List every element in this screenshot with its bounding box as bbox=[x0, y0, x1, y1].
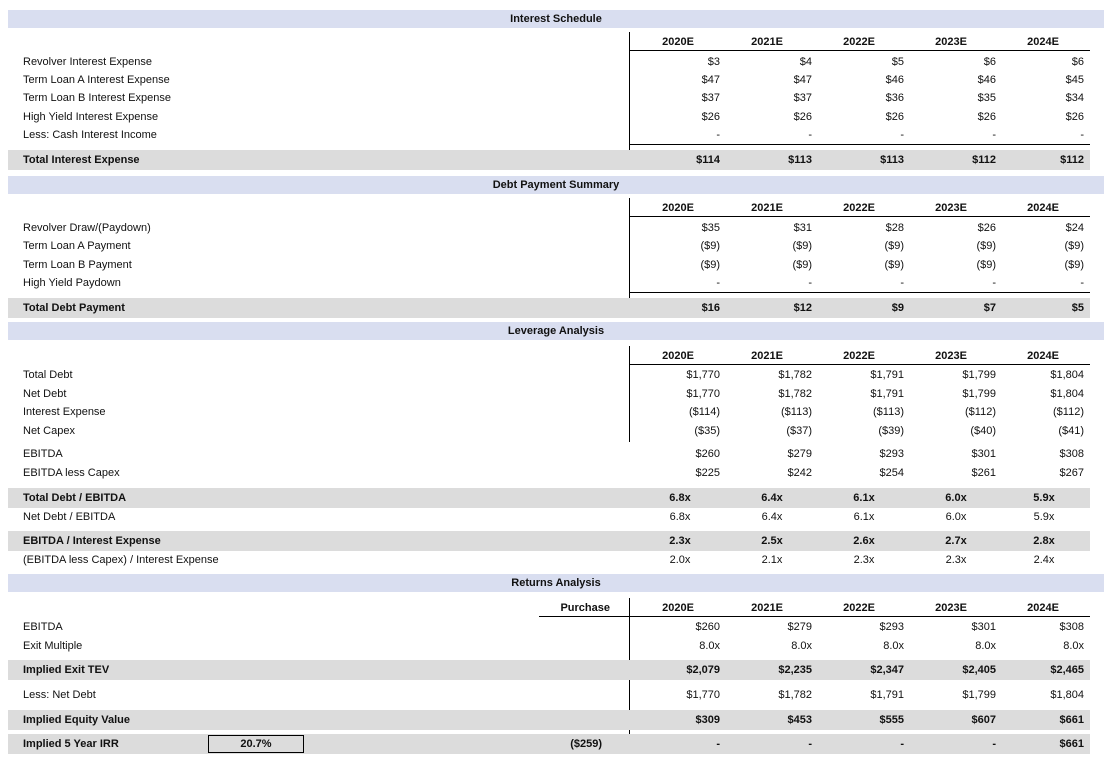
cell: - bbox=[992, 277, 996, 289]
cell: $36 bbox=[885, 92, 904, 104]
cell: - bbox=[716, 277, 720, 289]
row-label: Net Debt / EBITDA bbox=[23, 511, 116, 523]
cell: 2.3x bbox=[853, 554, 875, 566]
year-header: 2023E bbox=[935, 36, 967, 48]
row-label: Interest Expense bbox=[23, 406, 106, 418]
cell: 6.0x bbox=[945, 511, 967, 523]
year-header: 2024E bbox=[1027, 350, 1059, 362]
cell: 8.0x bbox=[699, 640, 720, 652]
row-label: High Yield Interest Expense bbox=[23, 111, 159, 123]
cell: $37 bbox=[701, 92, 720, 104]
year-header: 2024E bbox=[1027, 602, 1059, 614]
row-label: Implied Equity Value bbox=[23, 714, 130, 726]
cell: ($112) bbox=[965, 406, 996, 418]
interest-schedule-header: Interest Schedule bbox=[8, 10, 1104, 28]
cell: $24 bbox=[1065, 222, 1084, 234]
row-label: Total Interest Expense bbox=[23, 154, 140, 166]
cell: 8.0x bbox=[883, 640, 904, 652]
cell: $2,079 bbox=[686, 664, 720, 676]
year-header: 2023E bbox=[935, 602, 967, 614]
header-rule bbox=[629, 364, 1090, 365]
cell: - bbox=[1080, 277, 1084, 289]
cell: $1,804 bbox=[1050, 388, 1084, 400]
year-header: 2021E bbox=[751, 350, 783, 362]
returns-year-header bbox=[8, 600, 1090, 616]
cell: $34 bbox=[1065, 92, 1084, 104]
cell: 2.6x bbox=[853, 535, 875, 547]
net-debt-row bbox=[8, 385, 1090, 403]
cell: ($9) bbox=[884, 240, 904, 252]
row-label: Total Debt Payment bbox=[23, 302, 125, 314]
row-label: Revolver Interest Expense bbox=[23, 56, 153, 68]
cell: $26 bbox=[977, 222, 996, 234]
cell: $1,782 bbox=[778, 689, 812, 701]
cell: $453 bbox=[787, 714, 812, 726]
cell: $1,791 bbox=[870, 369, 904, 381]
cell: 2.5x bbox=[761, 535, 783, 547]
year-header: 2022E bbox=[843, 350, 875, 362]
cell: $45 bbox=[1065, 74, 1084, 86]
cell: $1,804 bbox=[1050, 689, 1084, 701]
row-label: Term Loan A Payment bbox=[23, 240, 131, 252]
cell: $35 bbox=[701, 222, 720, 234]
irr-value-box[interactable]: 20.7% bbox=[208, 735, 304, 753]
total-debt-payment-row bbox=[8, 298, 1090, 318]
debt-payment-header: Debt Payment Summary bbox=[8, 176, 1104, 194]
row-label: EBITDA bbox=[23, 621, 63, 633]
cell: ($9) bbox=[700, 259, 720, 271]
cell: $26 bbox=[885, 111, 904, 123]
cell: $6 bbox=[1071, 56, 1084, 68]
year-header: 2024E bbox=[1027, 202, 1059, 214]
year-header: 2022E bbox=[843, 36, 875, 48]
cell: $3 bbox=[707, 56, 720, 68]
cell: $555 bbox=[879, 714, 904, 726]
cell: $28 bbox=[885, 222, 904, 234]
cell: - bbox=[900, 129, 904, 141]
cell: $35 bbox=[977, 92, 996, 104]
cell: $113 bbox=[788, 154, 812, 166]
cell: 2.3x bbox=[945, 554, 967, 566]
cell: ($35) bbox=[694, 425, 720, 437]
cell: 2.0x bbox=[669, 554, 691, 566]
cell: - bbox=[992, 129, 996, 141]
row-label: Total Debt / EBITDA bbox=[23, 492, 127, 504]
revolver-interest-row bbox=[8, 53, 1090, 71]
cell: 5.9x bbox=[1033, 511, 1055, 523]
cell: ($112) bbox=[1053, 406, 1084, 418]
cell: 6.8x bbox=[669, 492, 691, 504]
term-loan-a-payment-row bbox=[8, 237, 1090, 255]
year-header: 2021E bbox=[751, 36, 783, 48]
cell: $37 bbox=[793, 92, 812, 104]
less-net-debt-row bbox=[8, 686, 1090, 704]
row-label: Exit Multiple bbox=[23, 640, 83, 652]
purchase-header: Purchase bbox=[560, 602, 610, 614]
cell: $254 bbox=[879, 467, 904, 479]
cell: ($9) bbox=[976, 240, 996, 252]
header-rule bbox=[539, 616, 1090, 617]
row-label: Net Capex bbox=[23, 425, 75, 437]
cell: $47 bbox=[793, 74, 812, 86]
term-loan-b-interest-row bbox=[8, 89, 1090, 107]
row-label: EBITDA less Capex bbox=[23, 467, 120, 479]
cell: $1,791 bbox=[870, 689, 904, 701]
year-header: 2021E bbox=[751, 202, 783, 214]
cell: $661 bbox=[1059, 738, 1084, 750]
cell: $2,465 bbox=[1050, 664, 1084, 676]
subtotal-rule bbox=[630, 144, 1090, 145]
cell: 5.9x bbox=[1033, 492, 1055, 504]
leverage-year-header bbox=[8, 348, 1090, 364]
interest-expense-row bbox=[8, 403, 1090, 421]
year-header: 2020E bbox=[662, 202, 694, 214]
cell: ($9) bbox=[792, 240, 812, 252]
cell: ($40) bbox=[970, 425, 996, 437]
cell: 2.7x bbox=[945, 535, 967, 547]
cell: $26 bbox=[1065, 111, 1084, 123]
cell: - bbox=[900, 277, 904, 289]
cell: ($39) bbox=[878, 425, 904, 437]
cell: $267 bbox=[1059, 467, 1084, 479]
cell: 6.1x bbox=[853, 492, 875, 504]
cell: $114 bbox=[696, 154, 720, 166]
interest-year-header bbox=[8, 34, 1090, 50]
debt-year-header bbox=[8, 200, 1090, 216]
cell: $301 bbox=[971, 621, 996, 633]
cell: $242 bbox=[787, 467, 812, 479]
year-header: 2022E bbox=[843, 202, 875, 214]
cell: $26 bbox=[977, 111, 996, 123]
cell: ($9) bbox=[700, 240, 720, 252]
row-label: EBITDA / Interest Expense bbox=[23, 535, 161, 547]
cell: 6.1x bbox=[853, 511, 875, 523]
total-debt-ebitda-row bbox=[8, 488, 1090, 508]
cell: $1,782 bbox=[778, 388, 812, 400]
year-header: 2020E bbox=[662, 602, 694, 614]
cell: $1,782 bbox=[778, 369, 812, 381]
cell: 2.8x bbox=[1033, 535, 1055, 547]
row-label: Term Loan A Interest Expense bbox=[23, 74, 170, 86]
row-label: (EBITDA less Capex) / Interest Expense bbox=[23, 554, 219, 566]
cell: 6.4x bbox=[761, 511, 783, 523]
cell: 6.4x bbox=[761, 492, 783, 504]
cell: 8.0x bbox=[791, 640, 812, 652]
cell: $607 bbox=[971, 714, 996, 726]
implied-equity-value-row bbox=[8, 710, 1090, 730]
year-header: 2022E bbox=[843, 602, 875, 614]
cell: $279 bbox=[787, 621, 812, 633]
cell: - bbox=[808, 738, 812, 750]
cell: $308 bbox=[1059, 448, 1084, 460]
row-label: Less: Net Debt bbox=[23, 689, 96, 701]
leverage-analysis-header: Leverage Analysis bbox=[8, 322, 1104, 340]
net-capex-row bbox=[8, 422, 1090, 440]
cell: $9 bbox=[891, 302, 904, 314]
cell: $5 bbox=[1071, 302, 1084, 314]
cell: $7 bbox=[983, 302, 996, 314]
row-label: Less: Cash Interest Income bbox=[23, 129, 157, 141]
cell: $1,799 bbox=[962, 689, 996, 701]
cell: $1,770 bbox=[686, 388, 720, 400]
cell: 2.4x bbox=[1033, 554, 1055, 566]
cell: ($9) bbox=[1064, 259, 1084, 271]
cell: $261 bbox=[971, 467, 996, 479]
cell: $112 bbox=[972, 154, 996, 166]
ebitda-less-capex-row bbox=[8, 464, 1090, 482]
row-label: Implied Exit TEV bbox=[23, 664, 110, 676]
ebitda-capex-interest-row bbox=[8, 551, 1090, 569]
year-header: 2020E bbox=[662, 36, 694, 48]
cell: $112 bbox=[1060, 154, 1084, 166]
cell: $26 bbox=[793, 111, 812, 123]
cell: - bbox=[716, 129, 720, 141]
year-header: 2020E bbox=[662, 350, 694, 362]
total-debt-row bbox=[8, 366, 1090, 384]
cell: $5 bbox=[891, 56, 904, 68]
row-label: Implied 5 Year IRR bbox=[23, 738, 119, 750]
cell: $26 bbox=[701, 111, 720, 123]
cell: 2.1x bbox=[761, 554, 783, 566]
cell: - bbox=[1080, 129, 1084, 141]
cell: $661 bbox=[1059, 714, 1084, 726]
cell: ($9) bbox=[1064, 240, 1084, 252]
implied-exit-tev-row bbox=[8, 660, 1090, 680]
cell: $301 bbox=[971, 448, 996, 460]
row-label: Total Debt bbox=[23, 369, 73, 381]
cell: $2,347 bbox=[870, 664, 904, 676]
cell: $1,799 bbox=[962, 369, 996, 381]
cell: $1,770 bbox=[686, 369, 720, 381]
revolver-draw-row bbox=[8, 219, 1090, 237]
cell: - bbox=[900, 738, 904, 750]
cell: $46 bbox=[977, 74, 996, 86]
row-label: Term Loan B Interest Expense bbox=[23, 92, 171, 104]
cell: $4 bbox=[799, 56, 812, 68]
cell: $309 bbox=[695, 714, 720, 726]
cell: $308 bbox=[1059, 621, 1084, 633]
cell: $47 bbox=[701, 74, 720, 86]
year-header: 2023E bbox=[935, 202, 967, 214]
cell: ($114) bbox=[689, 406, 720, 418]
term-loan-b-payment-row bbox=[8, 256, 1090, 274]
cell: $113 bbox=[880, 154, 904, 166]
cell: $225 bbox=[695, 467, 720, 479]
cell: $1,799 bbox=[962, 388, 996, 400]
high-yield-interest-row bbox=[8, 108, 1090, 126]
cell: $1,770 bbox=[686, 689, 720, 701]
year-header: 2024E bbox=[1027, 36, 1059, 48]
net-debt-ebitda-row bbox=[8, 508, 1090, 526]
exit-multiple-row bbox=[8, 637, 1090, 655]
row-label: Net Debt bbox=[23, 388, 67, 400]
cell: ($41) bbox=[1058, 425, 1084, 437]
cell: $1,791 bbox=[870, 388, 904, 400]
cell: $260 bbox=[695, 448, 720, 460]
cell: ($9) bbox=[792, 259, 812, 271]
cell: $293 bbox=[879, 448, 904, 460]
cell: $12 bbox=[793, 302, 812, 314]
header-rule bbox=[629, 216, 1090, 217]
cell: ($9) bbox=[884, 259, 904, 271]
high-yield-paydown-row bbox=[8, 274, 1090, 292]
cell: - bbox=[992, 738, 996, 750]
cell: $260 bbox=[695, 621, 720, 633]
cell: ($9) bbox=[976, 259, 996, 271]
cell: $31 bbox=[793, 222, 812, 234]
cell: $2,235 bbox=[778, 664, 812, 676]
cell: $16 bbox=[701, 302, 720, 314]
cell: - bbox=[808, 277, 812, 289]
cash-interest-income-row bbox=[8, 126, 1090, 144]
total-interest-row bbox=[8, 150, 1090, 170]
row-label: Term Loan B Payment bbox=[23, 259, 132, 271]
cell: 6.0x bbox=[945, 492, 967, 504]
cell: $6 bbox=[983, 56, 996, 68]
row-label: Revolver Draw/(Paydown) bbox=[23, 222, 151, 234]
year-header: 2021E bbox=[751, 602, 783, 614]
row-label: EBITDA bbox=[23, 448, 63, 460]
cell: ($37) bbox=[786, 425, 812, 437]
cell: $1,804 bbox=[1050, 369, 1084, 381]
header-rule bbox=[629, 50, 1090, 51]
row-label: High Yield Paydown bbox=[23, 277, 121, 289]
returns-ebitda-row bbox=[8, 618, 1090, 636]
purchase-value: ($259) bbox=[570, 738, 602, 750]
cell: ($113) bbox=[781, 406, 812, 418]
ebitda-row bbox=[8, 445, 1090, 463]
cell: $2,405 bbox=[962, 664, 996, 676]
cell: 8.0x bbox=[975, 640, 996, 652]
returns-analysis-header: Returns Analysis bbox=[8, 574, 1104, 592]
term-loan-a-interest-row bbox=[8, 71, 1090, 89]
cell: $293 bbox=[879, 621, 904, 633]
year-header: 2023E bbox=[935, 350, 967, 362]
cell: 6.8x bbox=[669, 511, 691, 523]
cell: - bbox=[716, 738, 720, 750]
implied-irr-row bbox=[8, 734, 1090, 754]
cell: 8.0x bbox=[1063, 640, 1084, 652]
ebitda-interest-row bbox=[8, 531, 1090, 551]
cell: 2.3x bbox=[669, 535, 691, 547]
cell: ($113) bbox=[873, 406, 904, 418]
cell: $279 bbox=[787, 448, 812, 460]
subtotal-rule bbox=[630, 292, 1090, 293]
cell: - bbox=[808, 129, 812, 141]
cell: $46 bbox=[885, 74, 904, 86]
